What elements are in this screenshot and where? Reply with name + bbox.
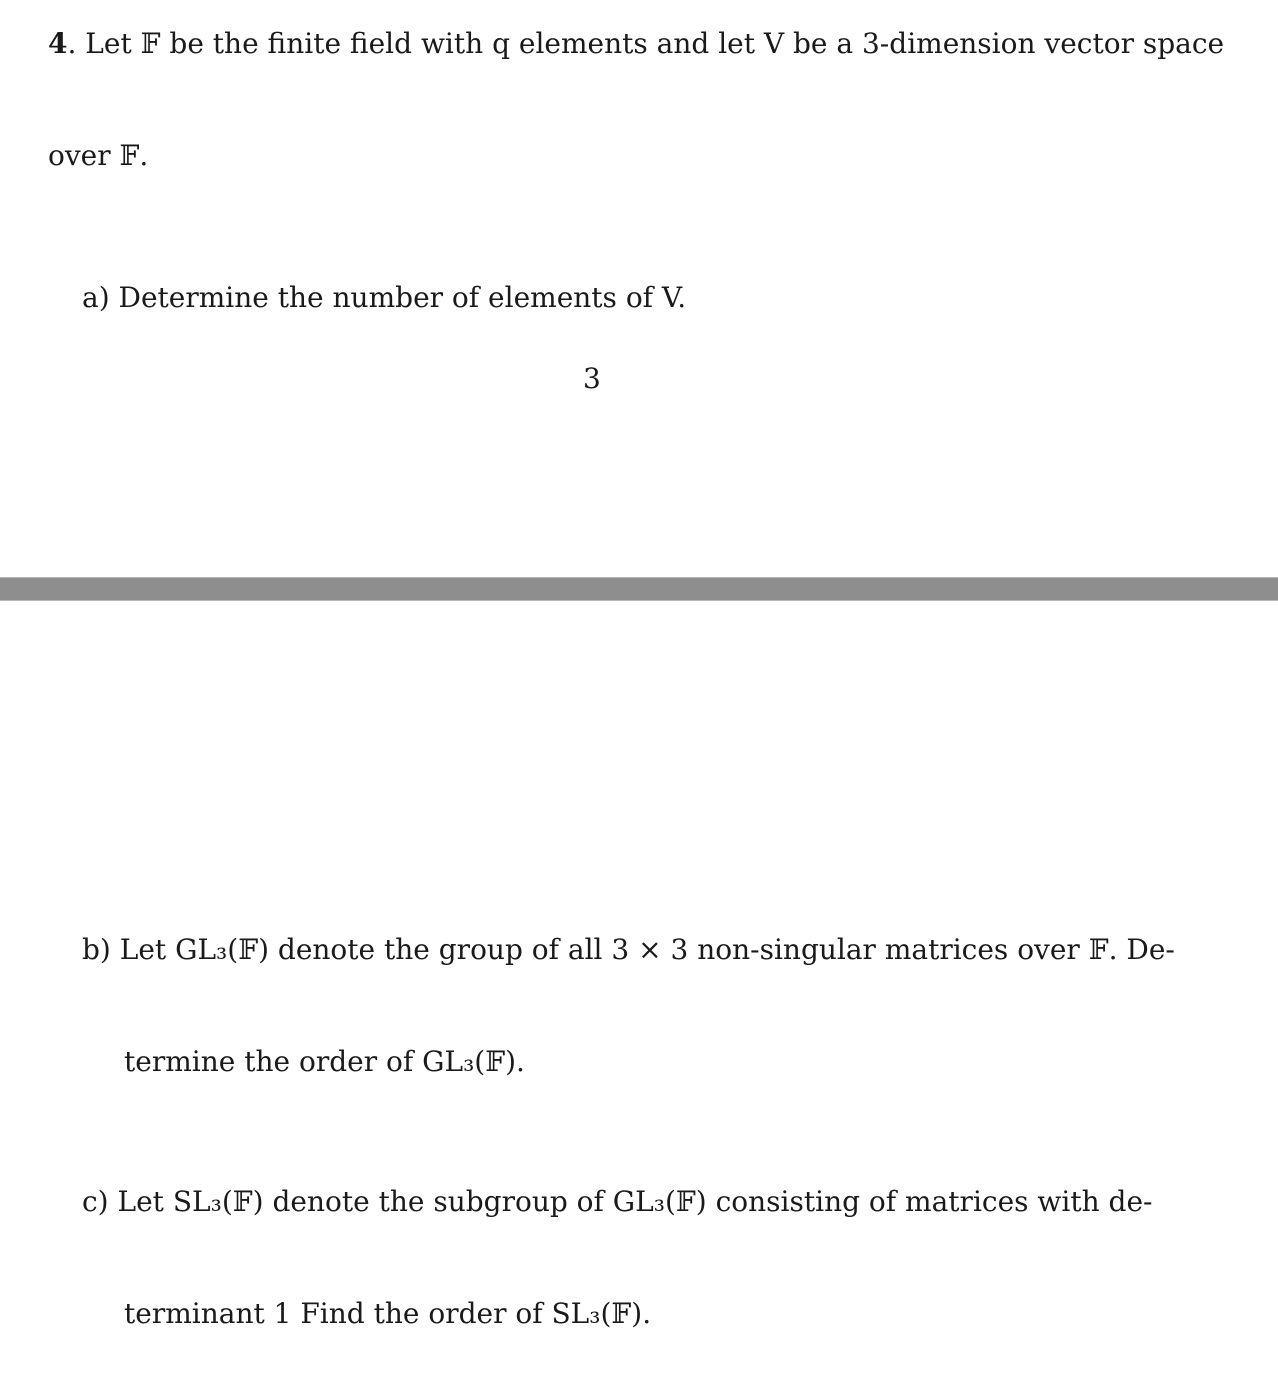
part-b-continuation — [124, 1045, 525, 1078]
problem-intro-continuation — [48, 139, 149, 172]
problem-statement — [48, 27, 1225, 60]
part-c-line2: terminant 1 Find the order of SL₃(𝔽). — [124, 1297, 652, 1330]
part-a-text: Determine the number of elements of V. — [118, 281, 687, 314]
part-b-line2: termine the order of GL₃(𝔽). — [124, 1045, 525, 1078]
part-a-label: a) — [82, 281, 110, 314]
part-c — [82, 1185, 1153, 1218]
part-c-label: c) — [82, 1185, 109, 1218]
part-b — [82, 933, 1175, 966]
page-number: 3 — [583, 362, 601, 395]
problem-intro-line1: Let 𝔽 be the finite field with q elements and let V be a 3-dimension vector space — [85, 27, 1225, 60]
problem-number-dot: . — [67, 27, 86, 60]
part-c-continuation — [124, 1297, 652, 1330]
part-a — [82, 281, 687, 314]
part-b-line1: Let GL₃(𝔽) denote the group of all 3 × 3 non-singular matrices over 𝔽. De- — [119, 933, 1175, 966]
problem-number: 4 — [48, 27, 68, 60]
part-c-line1: Let SL₃(𝔽) denote the subgroup of GL₃(𝔽) consisting of matrices with de- — [117, 1185, 1153, 1218]
part-b-label: b) — [82, 933, 111, 966]
problem-intro-line2: over 𝔽. — [48, 139, 149, 172]
page-break-divider — [0, 577, 1278, 601]
